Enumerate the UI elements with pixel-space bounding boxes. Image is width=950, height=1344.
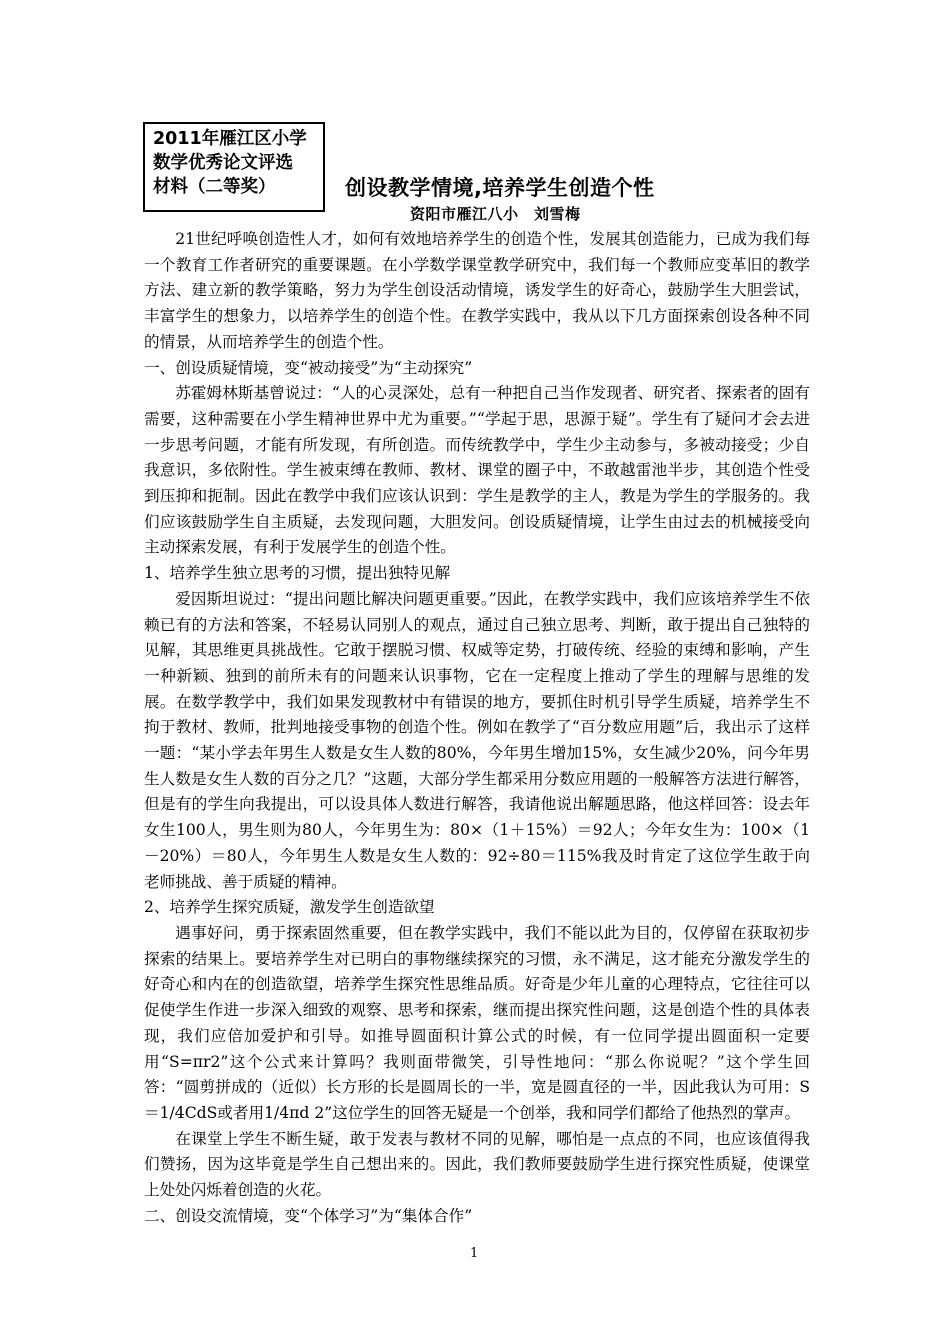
section-heading: 二、创设交流情境，变“个体学习”为“集体合作” xyxy=(144,1206,473,1225)
body-paragraph: 苏霍姆林斯基曾说过：“人的心灵深处，总有一种把自己当作发现者、研究者、探索者的固有需要，这种需要在小学生精神世界中尤为重要。”“学起于思，思源于疑”。学生有了疑问才会去进一步思考问题，才能有所发现，有所创造。而传统教学中，学生少主动参与，多被动接受；少自我意识，多依附性。学生被束缚在教师、教材、课堂的圈子中，不敢越雷池半步，其创造个性受到压抑和扼制。因此在教学中我们应该认识到：学生是教学的主人，教是为学生的学服务的。我们应该鼓励学生自主质疑，去发现问题，大胆发问。创设质疑情境，让学生由过去的机械接受向主动探索发展，有利于发展学生的创造个性。 xyxy=(144,384,810,557)
section-heading: 一、创设质疑情境，变“被动接受”为“主动探究” xyxy=(144,358,473,377)
award-box xyxy=(143,122,325,212)
section-heading: 1、培养学生独立思考的习惯，提出独特见解 xyxy=(144,564,451,583)
page-number: 1 xyxy=(470,1246,479,1261)
award-line-2: 数学优秀论文评选 xyxy=(153,153,293,173)
section-heading: 2、培养学生探究质疑，激发学生创造欲望 xyxy=(144,898,435,917)
document-body xyxy=(144,227,810,1229)
body-paragraph: 爱因斯坦说过：“提出问题比解决问题更重要。”因此，在教学实践中，我们应该培养学生不依赖已有的方法和答案，不轻易认同别人的观点，通过自己独立思考、判断，敢于提出自己独特的见解，其思维更具挑战性。它敢于摆脱习惯、权威等定势，打破传统、经验的束缚和影响，产生一种新颖、独到的前所未有的问题来认识事物，它在一定程度上推动了学生的理解与思维的发展。在数学教学中，我们如果发现教材中有错误的地方，要抓住时机引导学生质疑，培养学生不拘于教材、教师，批判地接受事物的创造个性。例如在教学了“百分数应用题”后，我出示了这样一题：“某小学去年男生人数是女生人数的80%，今年男生增加15%，女生减少20%，问今年男生人数是女生人数的百分之几？”这题，大部分学生都采用分数应用题的一般解答方法进行解答，但是有的学生向我提出，可以设具体人数进行解答，我请他说出解题思路，他这样回答：设去年女生100人，男生则为80人，今年男生为：80×（1＋15%）＝92人；今年女生为：100×（1－20%）＝80人，今年男生人数是女生人数的：92÷80＝115%我及时肯定了这位学生敢于向老师挑战、善于质疑的精神。 xyxy=(144,589,810,891)
body-paragraph: 遇事好问，勇于探索固然重要，但在教学实践中，我们不能以此为目的，仅停留在获取初步探索的结果上。要培养学生对已明白的事物继续探究的习惯，永不满足，这才能充分激发学生的好奇心和内在的创造欲望，培养学生探究性思维品质。好奇是少年儿童的心理特点，它往往可以促使学生作进一步深入细致的观察、思考和探索，继而提出探究性问题，这是创造个性的具体表现，我们应倍加爱护和引导。如推导圆面积计算公式的时候，有一位同学提出圆面积一定要用“S=πr2”这个公式来计算吗？我则面带微笑，引导性地问：“那么你说呢？”这个学生回答：“圆剪拼成的（近似）长方形的长是圆周长的一半，宽是圆直径的一半，因此我认为可用：S＝1/4CdS或者用1/4πd 2”这位学生的回答无疑是一个创举，我和同学们都给了他热烈的掌声。 xyxy=(144,923,810,1122)
award-line-3: 材料（二等奖） xyxy=(153,177,276,197)
author-line: 资阳市雁江八小 刘雪梅 xyxy=(410,205,581,223)
award-line-1: 2011年雁江区小学 xyxy=(153,129,307,149)
body-paragraph: 21世纪呼唤创造性人才，如何有效地培养学生的创造个性，发展其创造能力，已成为我们每一个教育工作者研究的重要课题。在小学数学课堂教学研究中，我们每一个教师应变革旧的教学方法、建立新的教学策略，努力为学生创设活动情境，诱发学生的好奇心，鼓励学生大胆尝试，丰富学生的想象力，以培养学生的创造个性。在教学实践中，我从以下几方面探索创设各种不同的情景，从而培养学生的创造个性。 xyxy=(144,230,810,351)
document-title: 创设教学情境,培养学生创造个性 xyxy=(345,176,655,200)
body-paragraph: 在课堂上学生不断生疑，敢于发表与教材不同的见解，哪怕是一点点的不同，也应该值得我们赞扬，因为这毕竟是学生自己想出来的。因此，我们教师要鼓励学生进行探究性质疑，使课堂上处处闪烁着创造的火花。 xyxy=(144,1129,810,1200)
